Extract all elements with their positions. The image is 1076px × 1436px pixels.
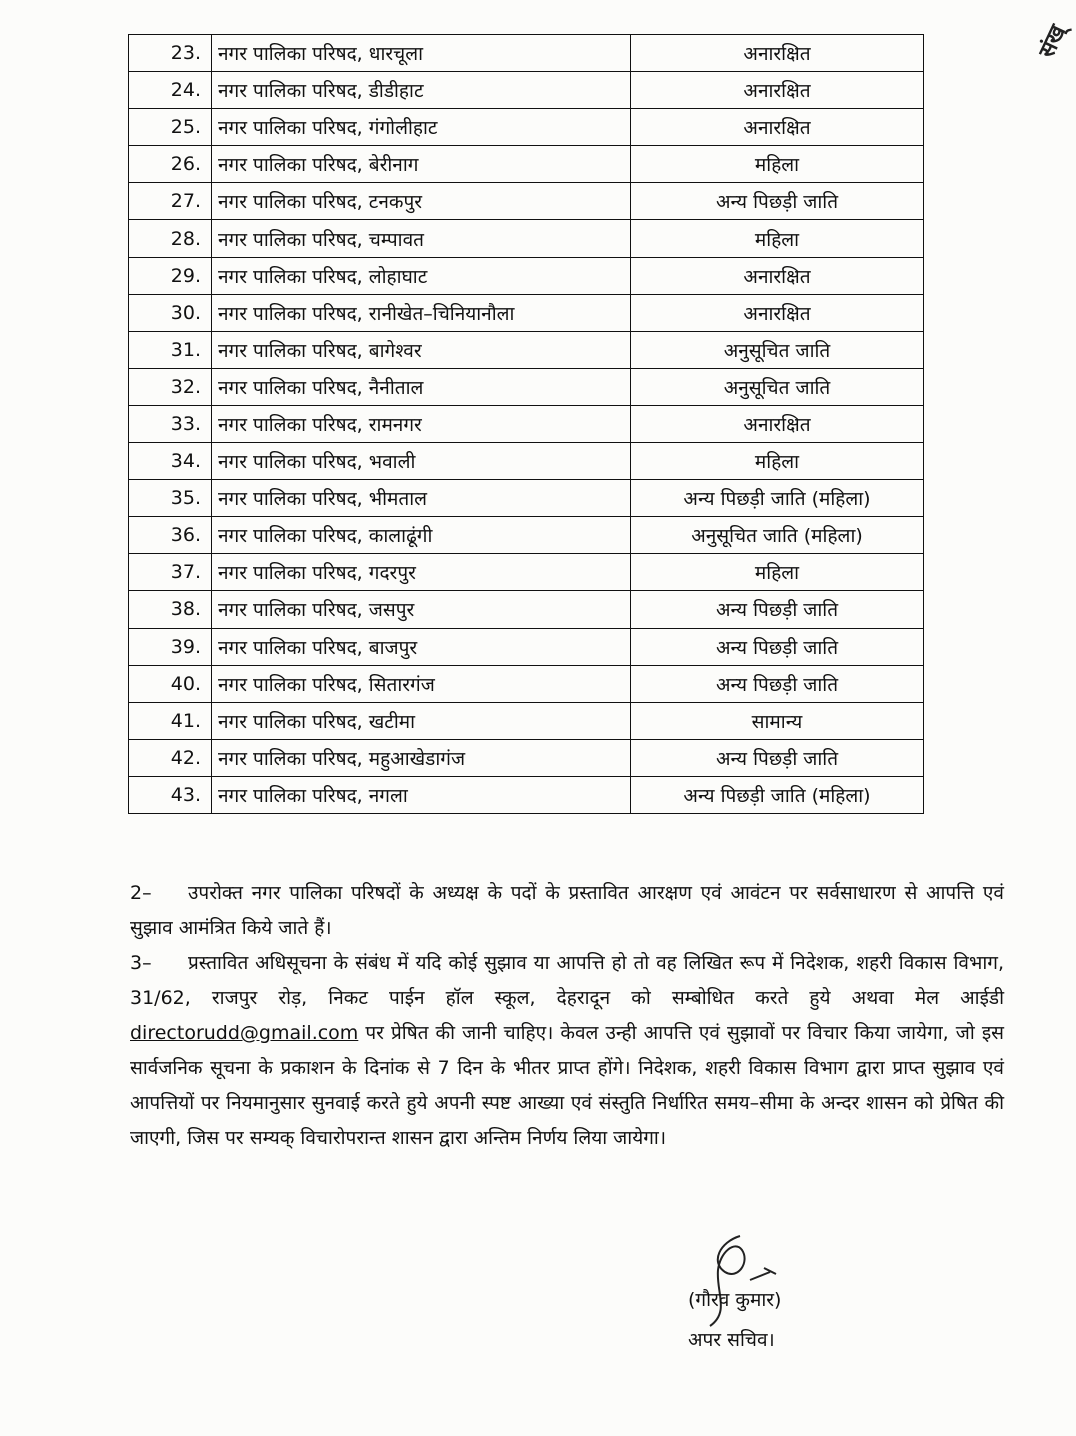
table-row bbox=[129, 665, 924, 702]
paragraph-3-text-before-email: प्रस्तावित अधिसूचना के संबंध में यदि कोई सुझाव या आपत्ति हो तो वह लिखित रूप में निदेशक, शहरी विकास विभाग, 31/62, राजपुर रोड़, निकट पाईन हॉल स्कूल, देहरादून को सम्बोधित करते हुये अथवा मेल आईडी bbox=[130, 952, 1004, 1009]
serial-number-cell: 43. bbox=[129, 776, 212, 813]
reservation-category-cell: अन्य पिछड़ी जाति bbox=[631, 739, 924, 776]
table-row bbox=[129, 35, 924, 72]
table-row bbox=[129, 443, 924, 480]
reservation-category-cell: अन्य पिछड़ी जाति bbox=[631, 591, 924, 628]
municipality-name-cell: नगर पालिका परिषद, सितारगंज bbox=[212, 665, 631, 702]
table-row bbox=[129, 257, 924, 294]
municipality-name-cell: नगर पालिका परिषद, लोहाघाट bbox=[212, 257, 631, 294]
municipality-name-cell: नगर पालिका परिषद, नगला bbox=[212, 776, 631, 813]
table-row bbox=[129, 554, 924, 591]
serial-number-cell: 41. bbox=[129, 702, 212, 739]
reservation-category-cell: अनारक्षित bbox=[631, 405, 924, 442]
serial-number-cell: 39. bbox=[129, 628, 212, 665]
table-row bbox=[129, 405, 924, 442]
municipality-name-cell: नगर पालिका परिषद, जसपुर bbox=[212, 591, 631, 628]
reservation-category-cell: अनारक्षित bbox=[631, 35, 924, 72]
paragraph-2 bbox=[130, 876, 1004, 946]
serial-number-cell: 40. bbox=[129, 665, 212, 702]
reservation-category-cell: सामान्य bbox=[631, 702, 924, 739]
reservation-category-cell: अनारक्षित bbox=[631, 72, 924, 109]
municipality-name-cell: नगर पालिका परिषद, कालाढूंगी bbox=[212, 517, 631, 554]
table-row bbox=[129, 331, 924, 368]
municipality-name-cell: नगर पालिका परिषद, बाजपुर bbox=[212, 628, 631, 665]
serial-number-cell: 26. bbox=[129, 146, 212, 183]
reservation-category-cell: महिला bbox=[631, 146, 924, 183]
table-row bbox=[129, 591, 924, 628]
reservation-category-cell: अन्य पिछड़ी जाति (महिला) bbox=[631, 776, 924, 813]
table-row bbox=[129, 146, 924, 183]
serial-number-cell: 30. bbox=[129, 294, 212, 331]
serial-number-cell: 25. bbox=[129, 109, 212, 146]
serial-number-cell: 29. bbox=[129, 257, 212, 294]
municipality-name-cell: नगर पालिका परिषद, गदरपुर bbox=[212, 554, 631, 591]
municipality-name-cell: नगर पालिका परिषद, गंगोलीहाट bbox=[212, 109, 631, 146]
municipality-name-cell: नगर पालिका परिषद, भीमताल bbox=[212, 480, 631, 517]
table-row bbox=[129, 517, 924, 554]
municipality-name-cell: नगर पालिका परिषद, बागेश्वर bbox=[212, 331, 631, 368]
municipality-name-cell: नगर पालिका परिषद, नैनीताल bbox=[212, 368, 631, 405]
serial-number-cell: 28. bbox=[129, 220, 212, 257]
signatory-designation: अपर सचिव। bbox=[688, 1329, 775, 1351]
table-row bbox=[129, 368, 924, 405]
serial-number-cell: 32. bbox=[129, 368, 212, 405]
reservation-table bbox=[128, 34, 924, 814]
signatory-name: (गौरव कुमार) bbox=[688, 1289, 782, 1311]
reservation-category-cell: अनुसूचित जाति bbox=[631, 368, 924, 405]
serial-number-cell: 34. bbox=[129, 443, 212, 480]
reservation-category-cell: अन्य पिछड़ी जाति (महिला) bbox=[631, 480, 924, 517]
reservation-category-cell: अनारक्षित bbox=[631, 109, 924, 146]
table-row bbox=[129, 183, 924, 220]
reservation-category-cell: अन्य पिछड़ी जाति bbox=[631, 665, 924, 702]
municipality-name-cell: नगर पालिका परिषद, टनकपुर bbox=[212, 183, 631, 220]
serial-number-cell: 38. bbox=[129, 591, 212, 628]
serial-number-cell: 31. bbox=[129, 331, 212, 368]
municipality-name-cell: नगर पालिका परिषद, भवाली bbox=[212, 443, 631, 480]
serial-number-cell: 27. bbox=[129, 183, 212, 220]
table-row bbox=[129, 739, 924, 776]
table-row bbox=[129, 109, 924, 146]
paragraph-3 bbox=[130, 946, 1004, 1156]
reservation-category-cell: अनारक्षित bbox=[631, 257, 924, 294]
reservation-table-body bbox=[129, 35, 924, 814]
serial-number-cell: 24. bbox=[129, 72, 212, 109]
paragraph-3-text-after-email: पर प्रेषित की जानी चाहिए। केवल उन्ही आपत्ति एवं सुझावों पर विचार किया जायेगा, जो इस सार्वजनिक सूचना के प्रकाशन के दिनांक से 7 दिन के भीतर प्राप्त होंगे। निदेशक, शहरी विकास विभाग द्वारा प्राप्त सुझाव एवं आपत्तियों पर नियमानुसार सुनवाई करते हुये अपनी स्पष्ट आख्या एवं संस्तुति निर्धारित समय–सीमा के अन्दर शासन को प्रेषित की जाएगी, जिस पर सम्यक् विचारोपरान्त शासन द्वारा अन्तिम निर्णय लिया जायेगा। bbox=[130, 1022, 1004, 1149]
reservation-category-cell: महिला bbox=[631, 443, 924, 480]
reservation-category-cell: अन्य पिछड़ी जाति bbox=[631, 628, 924, 665]
serial-number-cell: 35. bbox=[129, 480, 212, 517]
notice-paragraphs bbox=[130, 876, 1004, 1156]
table-row bbox=[129, 776, 924, 813]
table-row bbox=[129, 294, 924, 331]
municipality-name-cell: नगर पालिका परिषद, महुआखेडागंज bbox=[212, 739, 631, 776]
serial-number-cell: 36. bbox=[129, 517, 212, 554]
table-row bbox=[129, 628, 924, 665]
municipality-name-cell: नगर पालिका परिषद, खटीमा bbox=[212, 702, 631, 739]
reservation-category-cell: अनुसूचित जाति bbox=[631, 331, 924, 368]
serial-number-cell: 23. bbox=[129, 35, 212, 72]
paragraph-2-number: 2– bbox=[130, 882, 152, 904]
signature-block bbox=[688, 1280, 781, 1360]
reservation-category-cell: महिला bbox=[631, 554, 924, 591]
table-row bbox=[129, 480, 924, 517]
corner-mark: संख् bbox=[1034, 21, 1072, 62]
municipality-name-cell: नगर पालिका परिषद, चम्पावत bbox=[212, 220, 631, 257]
paragraph-2-text: उपरोक्त नगर पालिका परिषदों के अध्यक्ष के पदों के प्रस्तावित आरक्षण एवं आवंटन पर सर्वसाधारण से आपत्ति एवं सुझाव आमंत्रित किये जाते हैं। bbox=[130, 882, 1004, 939]
serial-number-cell: 42. bbox=[129, 739, 212, 776]
municipality-name-cell: नगर पालिका परिषद, रामनगर bbox=[212, 405, 631, 442]
municipality-name-cell: नगर पालिका परिषद, बेरीनाग bbox=[212, 146, 631, 183]
serial-number-cell: 37. bbox=[129, 554, 212, 591]
reservation-category-cell: महिला bbox=[631, 220, 924, 257]
table-row bbox=[129, 72, 924, 109]
municipality-name-cell: नगर पालिका परिषद, धारचूला bbox=[212, 35, 631, 72]
municipality-name-cell: नगर पालिका परिषद, रानीखेत–चिनियानौला bbox=[212, 294, 631, 331]
email-link[interactable]: directorudd@gmail.com bbox=[130, 1022, 359, 1044]
table-row bbox=[129, 220, 924, 257]
signature-stroke-2 bbox=[750, 1268, 776, 1280]
reservation-category-cell: अनुसूचित जाति (महिला) bbox=[631, 517, 924, 554]
reservation-category-cell: अन्य पिछड़ी जाति bbox=[631, 183, 924, 220]
table-row bbox=[129, 702, 924, 739]
paragraph-3-number: 3– bbox=[130, 952, 152, 974]
municipality-name-cell: नगर पालिका परिषद, डीडीहाट bbox=[212, 72, 631, 109]
serial-number-cell: 33. bbox=[129, 405, 212, 442]
reservation-category-cell: अनारक्षित bbox=[631, 294, 924, 331]
